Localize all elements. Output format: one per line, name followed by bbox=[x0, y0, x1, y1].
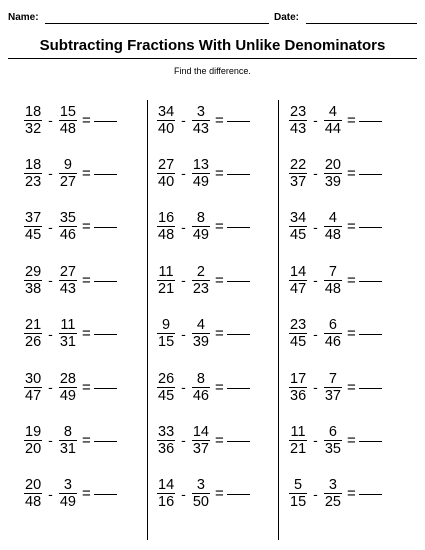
fraction-minuend bbox=[24, 210, 42, 243]
answer-blank[interactable] bbox=[227, 121, 250, 122]
equals-sign: = bbox=[346, 271, 356, 289]
fraction-subtrahend bbox=[324, 104, 342, 137]
problem-item bbox=[157, 316, 250, 352]
denominator: 26 bbox=[25, 334, 42, 351]
denominator: 40 bbox=[158, 173, 175, 190]
denominator: 37 bbox=[324, 387, 341, 404]
answer-blank[interactable] bbox=[359, 121, 382, 122]
numerator: 20 bbox=[324, 156, 341, 173]
minus-sign: - bbox=[313, 112, 318, 128]
denominator: 45 bbox=[25, 227, 42, 244]
fraction-minuend bbox=[157, 210, 175, 243]
equals-sign: = bbox=[214, 218, 224, 236]
equals-sign: = bbox=[346, 164, 356, 182]
equals-sign: = bbox=[346, 485, 356, 503]
fraction-minuend bbox=[157, 477, 175, 510]
denominator: 43 bbox=[59, 280, 76, 297]
answer-blank[interactable] bbox=[227, 334, 250, 335]
minus-sign: - bbox=[181, 432, 186, 449]
minus-sign: - bbox=[48, 432, 53, 449]
numerator: 28 bbox=[59, 370, 76, 387]
fraction-minuend bbox=[24, 157, 42, 190]
numerator: 3 bbox=[63, 477, 72, 494]
equals-sign: = bbox=[346, 218, 356, 236]
equals-sign: = bbox=[214, 164, 224, 182]
name-date-row bbox=[8, 12, 417, 26]
problem-item bbox=[157, 155, 250, 191]
numerator: 7 bbox=[328, 370, 337, 387]
minus-sign: - bbox=[313, 432, 318, 449]
denominator: 31 bbox=[59, 440, 76, 457]
problem-item bbox=[289, 316, 382, 352]
denominator: 47 bbox=[290, 280, 307, 297]
answer-blank[interactable] bbox=[227, 441, 250, 442]
fraction-minuend bbox=[157, 104, 175, 137]
numerator: 19 bbox=[25, 423, 42, 440]
numerator: 34 bbox=[290, 210, 307, 227]
minus-sign: - bbox=[181, 272, 186, 289]
equals-sign: = bbox=[81, 325, 91, 343]
equals-sign: = bbox=[346, 378, 356, 396]
fraction-minuend bbox=[289, 477, 307, 510]
answer-blank[interactable] bbox=[227, 388, 250, 389]
problem-item bbox=[289, 155, 382, 191]
answer-blank[interactable] bbox=[359, 281, 382, 282]
answer-blank[interactable] bbox=[94, 174, 117, 175]
answer-blank[interactable] bbox=[359, 174, 382, 175]
denominator: 40 bbox=[158, 120, 175, 137]
numerator: 14 bbox=[290, 263, 307, 280]
date-label: Date: bbox=[274, 12, 300, 23]
numerator: 3 bbox=[328, 477, 337, 494]
fraction-minuend bbox=[157, 317, 175, 350]
denominator: 46 bbox=[59, 227, 76, 244]
numerator: 23 bbox=[290, 103, 307, 120]
denominator: 45 bbox=[290, 334, 307, 351]
denominator: 16 bbox=[158, 494, 175, 511]
equals-sign: = bbox=[214, 271, 224, 289]
fraction-minuend bbox=[157, 157, 175, 190]
numerator: 5 bbox=[294, 477, 303, 494]
numerator: 11 bbox=[158, 263, 174, 280]
denominator: 20 bbox=[25, 440, 42, 457]
denominator: 39 bbox=[324, 173, 341, 190]
denominator: 37 bbox=[290, 173, 307, 190]
numerator: 27 bbox=[59, 263, 76, 280]
fraction-subtrahend bbox=[59, 264, 77, 297]
numerator: 14 bbox=[192, 423, 209, 440]
minus-sign: - bbox=[313, 379, 318, 395]
answer-blank[interactable] bbox=[94, 494, 117, 495]
problem-item bbox=[24, 262, 117, 298]
numerator: 26 bbox=[158, 370, 175, 387]
numerator: 9 bbox=[63, 156, 72, 173]
numerator: 6 bbox=[328, 423, 337, 440]
equals-sign: = bbox=[81, 271, 91, 289]
minus-sign: - bbox=[48, 325, 53, 342]
denominator: 43 bbox=[290, 120, 307, 137]
numerator: 30 bbox=[25, 370, 42, 387]
equals-sign: = bbox=[346, 431, 356, 449]
numerator: 8 bbox=[196, 210, 205, 227]
fraction-subtrahend bbox=[192, 424, 210, 457]
numerator: 4 bbox=[328, 103, 337, 120]
answer-blank[interactable] bbox=[227, 494, 250, 495]
equals-sign: = bbox=[214, 111, 224, 129]
denominator: 15 bbox=[290, 494, 307, 511]
numerator: 4 bbox=[328, 210, 337, 227]
answer-blank[interactable] bbox=[94, 388, 117, 389]
numerator: 16 bbox=[158, 210, 175, 227]
fraction-subtrahend bbox=[192, 210, 210, 243]
numerator: 8 bbox=[196, 370, 205, 387]
equals-sign: = bbox=[346, 111, 356, 129]
numerator: 6 bbox=[328, 317, 337, 334]
fraction-minuend bbox=[157, 424, 175, 457]
minus-sign: - bbox=[181, 165, 186, 182]
minus-sign: - bbox=[181, 218, 186, 235]
equals-sign: = bbox=[214, 325, 224, 343]
denominator: 21 bbox=[158, 280, 175, 297]
problem-item bbox=[289, 102, 382, 138]
numerator: 15 bbox=[59, 103, 76, 120]
fraction-minuend bbox=[289, 210, 307, 243]
equals-sign: = bbox=[81, 485, 91, 503]
column-divider-2 bbox=[278, 100, 279, 540]
numerator: 9 bbox=[162, 317, 171, 334]
fraction-subtrahend bbox=[324, 210, 342, 243]
denominator: 44 bbox=[324, 120, 341, 137]
numerator: 3 bbox=[196, 103, 205, 120]
denominator: 27 bbox=[59, 173, 76, 190]
answer-blank[interactable] bbox=[359, 441, 382, 442]
minus-sign: - bbox=[48, 112, 53, 128]
fraction-subtrahend bbox=[192, 477, 210, 510]
fraction-minuend bbox=[289, 264, 307, 297]
numerator: 33 bbox=[158, 423, 175, 440]
numerator: 29 bbox=[25, 263, 42, 280]
denominator: 48 bbox=[324, 280, 341, 297]
denominator: 46 bbox=[192, 387, 209, 404]
minus-sign: - bbox=[181, 379, 186, 395]
answer-blank[interactable] bbox=[359, 334, 382, 335]
fraction-subtrahend bbox=[59, 477, 77, 510]
answer-blank[interactable] bbox=[227, 281, 250, 282]
denominator: 48 bbox=[25, 494, 42, 511]
minus-sign: - bbox=[181, 325, 186, 342]
numerator: 18 bbox=[25, 103, 42, 120]
equals-sign: = bbox=[81, 164, 91, 182]
numerator: 21 bbox=[25, 317, 42, 334]
problem-item bbox=[24, 369, 117, 405]
fraction-subtrahend bbox=[192, 264, 210, 297]
problem-item bbox=[289, 262, 382, 298]
answer-blank[interactable] bbox=[227, 227, 250, 228]
numerator: 27 bbox=[158, 156, 175, 173]
denominator: 23 bbox=[25, 173, 42, 190]
problem-item bbox=[289, 369, 382, 405]
fraction-subtrahend bbox=[192, 371, 210, 404]
numerator: 8 bbox=[63, 423, 72, 440]
numerator: 17 bbox=[290, 370, 307, 387]
numerator: 22 bbox=[290, 156, 307, 173]
denominator: 35 bbox=[324, 440, 341, 457]
denominator: 32 bbox=[25, 120, 42, 137]
minus-sign: - bbox=[48, 379, 53, 395]
minus-sign: - bbox=[313, 218, 318, 235]
equals-sign: = bbox=[214, 485, 224, 503]
numerator: 4 bbox=[196, 317, 205, 334]
answer-blank[interactable] bbox=[94, 441, 117, 442]
fraction-minuend bbox=[157, 371, 175, 404]
fraction-minuend bbox=[24, 264, 42, 297]
denominator: 48 bbox=[158, 227, 175, 244]
fraction-minuend bbox=[24, 317, 42, 350]
answer-blank[interactable] bbox=[359, 227, 382, 228]
fraction-minuend bbox=[289, 157, 307, 190]
fraction-subtrahend bbox=[192, 104, 210, 137]
denominator: 49 bbox=[192, 227, 209, 244]
instructions: Find the difference. bbox=[174, 66, 251, 76]
numerator: 11 bbox=[60, 317, 76, 334]
equals-sign: = bbox=[81, 111, 91, 129]
equals-sign: = bbox=[81, 431, 91, 449]
minus-sign: - bbox=[48, 218, 53, 235]
fraction-subtrahend bbox=[59, 317, 77, 350]
numerator: 37 bbox=[25, 210, 42, 227]
title-rule bbox=[8, 58, 417, 59]
problem-item bbox=[157, 209, 250, 245]
denominator: 49 bbox=[192, 173, 209, 190]
problem-item bbox=[24, 422, 117, 458]
denominator: 25 bbox=[324, 494, 341, 511]
numerator: 3 bbox=[196, 477, 205, 494]
equals-sign: = bbox=[214, 431, 224, 449]
denominator: 50 bbox=[192, 494, 209, 511]
minus-sign: - bbox=[313, 325, 318, 342]
minus-sign: - bbox=[48, 165, 53, 182]
fraction-subtrahend bbox=[59, 104, 77, 137]
minus-sign: - bbox=[48, 272, 53, 289]
fraction-minuend bbox=[157, 264, 175, 297]
fraction-minuend bbox=[24, 424, 42, 457]
answer-blank[interactable] bbox=[94, 227, 117, 228]
denominator: 46 bbox=[324, 334, 341, 351]
problem-item bbox=[157, 262, 250, 298]
numerator: 7 bbox=[328, 263, 337, 280]
answer-blank[interactable] bbox=[94, 121, 117, 122]
problem-item bbox=[157, 422, 250, 458]
numerator: 13 bbox=[192, 156, 209, 173]
problem-item bbox=[289, 476, 382, 512]
fraction-subtrahend bbox=[192, 157, 210, 190]
numerator: 14 bbox=[158, 477, 175, 494]
minus-sign: - bbox=[313, 272, 318, 289]
denominator: 36 bbox=[290, 387, 307, 404]
fraction-subtrahend bbox=[324, 317, 342, 350]
problem-item bbox=[157, 369, 250, 405]
problem-item bbox=[24, 102, 117, 138]
problem-item bbox=[157, 102, 250, 138]
fraction-minuend bbox=[289, 317, 307, 350]
equals-sign: = bbox=[214, 378, 224, 396]
column-divider-1 bbox=[147, 100, 148, 540]
denominator: 23 bbox=[192, 280, 209, 297]
fraction-subtrahend bbox=[324, 264, 342, 297]
page-title: Subtracting Fractions With Unlike Denominators bbox=[39, 37, 386, 54]
fraction-subtrahend bbox=[59, 424, 77, 457]
fraction-subtrahend bbox=[324, 477, 342, 510]
denominator: 48 bbox=[59, 120, 76, 137]
answer-blank[interactable] bbox=[227, 174, 250, 175]
denominator: 36 bbox=[158, 440, 175, 457]
fraction-subtrahend bbox=[59, 157, 77, 190]
equals-sign: = bbox=[346, 325, 356, 343]
denominator: 39 bbox=[192, 334, 209, 351]
numerator: 11 bbox=[290, 423, 306, 440]
denominator: 21 bbox=[290, 440, 307, 457]
denominator: 31 bbox=[59, 334, 76, 351]
fraction-minuend bbox=[24, 371, 42, 404]
fraction-minuend bbox=[24, 104, 42, 137]
problem-item bbox=[157, 476, 250, 512]
minus-sign: - bbox=[181, 485, 186, 502]
answer-blank[interactable] bbox=[94, 334, 117, 335]
problem-item bbox=[24, 209, 117, 245]
minus-sign: - bbox=[48, 485, 53, 502]
denominator: 43 bbox=[192, 120, 209, 137]
denominator: 49 bbox=[59, 387, 76, 404]
answer-blank[interactable] bbox=[359, 494, 382, 495]
denominator: 45 bbox=[158, 387, 175, 404]
name-label: Name: bbox=[8, 12, 39, 23]
date-line[interactable] bbox=[306, 23, 417, 24]
denominator: 37 bbox=[192, 440, 209, 457]
numerator: 34 bbox=[158, 103, 175, 120]
problem-item bbox=[24, 476, 117, 512]
numerator: 20 bbox=[25, 477, 42, 494]
problem-item bbox=[24, 316, 117, 352]
fraction-subtrahend bbox=[59, 371, 77, 404]
fraction-subtrahend bbox=[59, 210, 77, 243]
minus-sign: - bbox=[181, 112, 186, 128]
answer-blank[interactable] bbox=[359, 388, 382, 389]
fraction-subtrahend bbox=[324, 371, 342, 404]
equals-sign: = bbox=[81, 218, 91, 236]
fraction-minuend bbox=[289, 104, 307, 137]
problem-item bbox=[24, 155, 117, 191]
equals-sign: = bbox=[81, 378, 91, 396]
fraction-subtrahend bbox=[192, 317, 210, 350]
numerator: 35 bbox=[59, 210, 76, 227]
numerator: 18 bbox=[25, 156, 42, 173]
denominator: 49 bbox=[59, 494, 76, 511]
denominator: 15 bbox=[158, 334, 175, 351]
minus-sign: - bbox=[313, 485, 318, 502]
denominator: 47 bbox=[25, 387, 42, 404]
fraction-minuend bbox=[24, 477, 42, 510]
numerator: 23 bbox=[290, 317, 307, 334]
problem-item bbox=[289, 209, 382, 245]
fraction-minuend bbox=[289, 371, 307, 404]
denominator: 38 bbox=[25, 280, 42, 297]
name-line[interactable] bbox=[45, 23, 269, 24]
denominator: 45 bbox=[290, 227, 307, 244]
answer-blank[interactable] bbox=[94, 281, 117, 282]
fraction-subtrahend bbox=[324, 424, 342, 457]
denominator: 48 bbox=[324, 227, 341, 244]
numerator: 2 bbox=[196, 263, 205, 280]
problem-item bbox=[289, 422, 382, 458]
minus-sign: - bbox=[313, 165, 318, 182]
fraction-minuend bbox=[289, 424, 307, 457]
fraction-subtrahend bbox=[324, 157, 342, 190]
